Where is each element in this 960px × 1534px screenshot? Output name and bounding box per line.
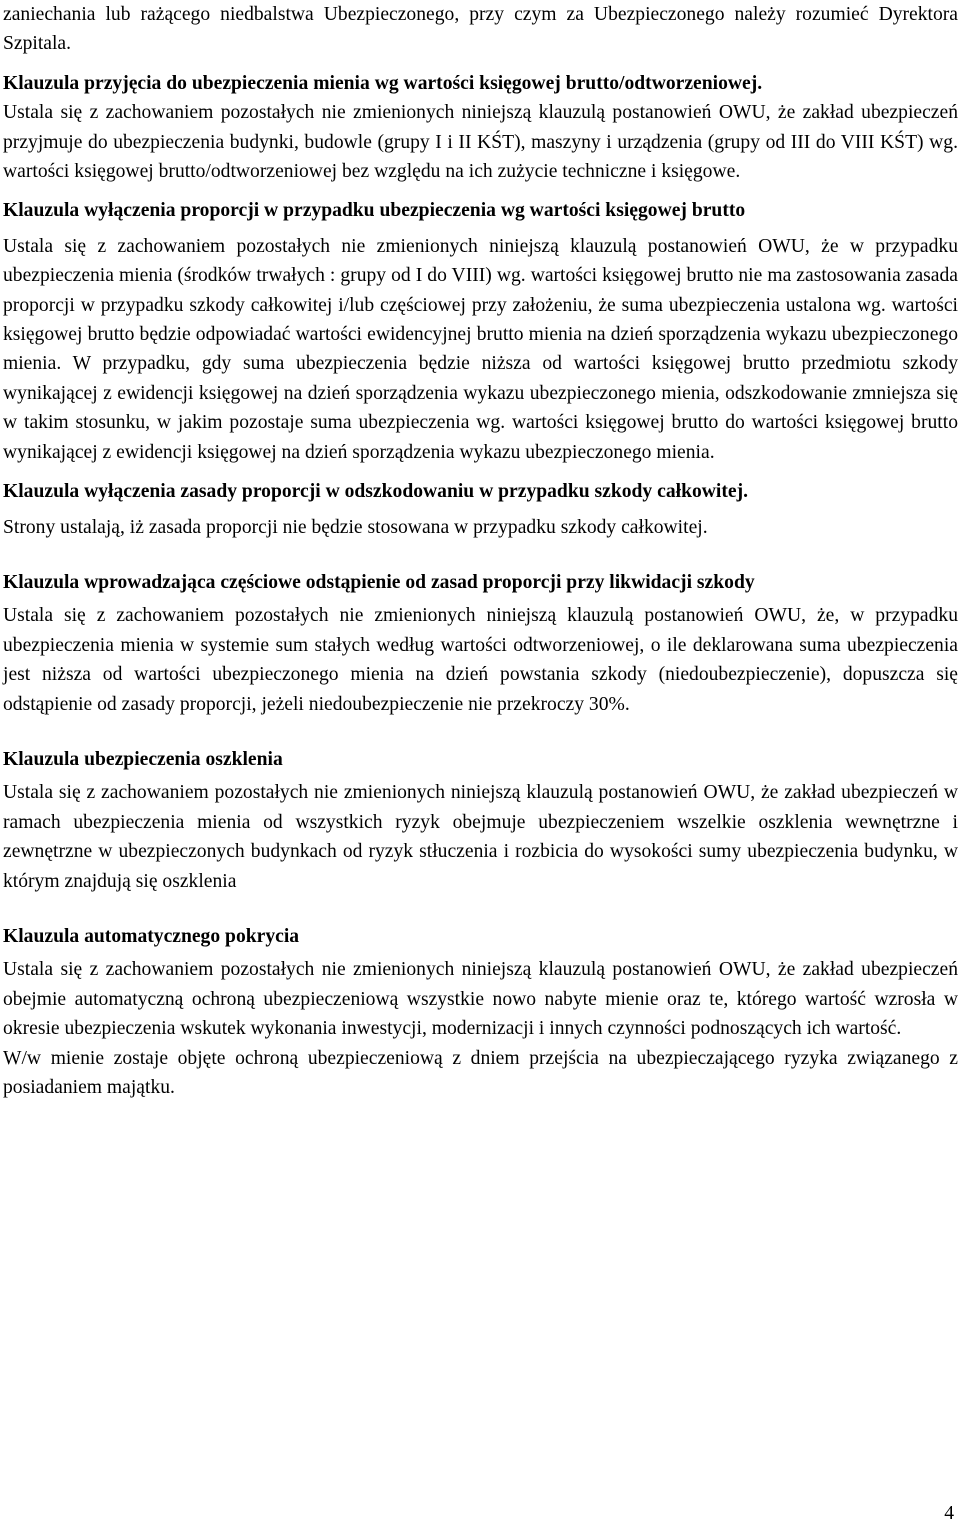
clause-paragraph: Strony ustalają, iż zasada proporcji nie będzie stosowana w przypadku szkody całkowitej. [3, 516, 708, 538]
clause-heading: Klauzula przyjęcia do ubezpieczenia mienia wg wartości księgowej brutto/odtworzeniowej. [3, 72, 763, 94]
clause-heading: Klauzula wprowadzająca częściowe odstąpienie od zasad proporcji przy likwidacji szkody [3, 571, 755, 593]
clause-heading: Klauzula automatycznego pokrycia [3, 925, 300, 947]
clause-section-6 [3, 922, 958, 1102]
clause-section-5 [3, 745, 958, 896]
document-content [3, 0, 958, 1102]
clause-paragraph: Ustala się z zachowaniem pozostałych nie zmienionych niniejszą klauzulą postanowień OWU, że, w przypadku ubezpieczenia mienia w systemie sum stałych według wartości odtworzeniowej, o ile deklarowana suma ubezpieczenia jest niższa od wartości ubezpieczonego mienia na dzień powstania szkody (niedoubezpieczenie), dopuszcza się odstąpienie od zasady proporcji, jeżeli niedoubezpieczenie nie przekroczy 30%. [3, 605, 958, 715]
clause-paragraph: Ustala się z zachowaniem pozostałych nie zmienionych niniejszą klauzulą postanowień OWU, że zakład ubezpieczeń w ramach ubezpieczenia mienia od wszystkich ryzyk obejmuje ubezpieczeniem wszelkie oszklenia wewnętrzne i zewnętrzne w ubezpieczonych budynkach od ryzyk stłuczenia i rozbicia do wysokości sumy ubezpieczenia budynku, w którym znajdują się oszklenia [3, 782, 958, 892]
clause-paragraph: W/w mienie zostaje objęte ochroną ubezpieczeniową z dniem przejścia na ubezpieczającego ryzyka związanego z posiadaniem majątku. [3, 1047, 958, 1098]
clause-paragraph: Ustala się z zachowaniem pozostałych nie zmienionych niniejszą klauzulą postanowień OWU, że w przypadku ubezpieczenia mienia (środków trwałych : grupy od I do VIII) wg. wartości księgowej brutto nie ma zastosowania zasada proporcji w przypadku szkody całkowitej i/lub częściowej przy założeniu, że suma ubezpieczenia ustalona wg. wartości księgowej brutto będzie odpowiadać wartości ewidencyjnej brutto mienia na dzień sporządzenia wykazu ubezpieczonego mienia. W przypadku, gdy suma ubezpieczenia będzie niższa od wartości księgowej brutto przedmiotu szkody wynikającej z ewidencji księgowej na dzień sporządzenia wykazu ubezpieczonego mienia, odszkodowanie zmniejsza się w takim stosunku, w jakim pozostaje suma ubezpieczenia wg. wartości księgowej brutto do wartości księgowej brutto wynikającej z ewidencji księgowej na dzień sporządzenia wykazu ubezpieczonego mienia. [3, 235, 958, 463]
clause-paragraph: Ustala się z zachowaniem pozostałych nie zmienionych niniejszą klauzulą postanowień OWU, że zakład ubezpieczeń obejmie automatyczną ochroną ubezpieczeniową wszystkie nowo nabyte mienie oraz te, którego wartość wzrosła w okresie ubezpieczenia wskutek wykonania inwestycji, modernizacji i innych czynności podnoszących ich wartość. [3, 959, 958, 1040]
clause-section-2 [3, 196, 958, 467]
clause-heading: Klauzula wyłączenia proporcji w przypadku ubezpieczenia wg wartości księgowej brutto [3, 200, 746, 222]
clause-section-1 [3, 69, 958, 187]
clause-paragraph: Ustala się z zachowaniem pozostałych nie zmienionych niniejszą klauzulą postanowień OWU, że zakład ubezpieczeń przyjmuje do ubezpieczenia budynki, budowle (grupy I i II KŚT), maszyny i urządzenia (grupy od III do VIII KŚT) wg. wartości księgowej brutto/odtworzeniowej bez względu na ich zużycie techniczne i księgowe. [3, 102, 958, 183]
page-number: 4 [944, 1503, 954, 1524]
clause-section-4 [3, 568, 958, 719]
clause-heading: Klauzula wyłączenia zasady proporcji w odszkodowaniu w przypadku szkody całkowitej. [3, 481, 749, 503]
clause-heading: Klauzula ubezpieczenia oszklenia [3, 748, 283, 770]
intro-paragraph: zaniechania lub rażącego niedbalstwa Ubezpieczonego, przy czym za Ubezpieczonego należy rozumieć Dyrektora Szpitala. [3, 4, 958, 55]
clause-section-3 [3, 477, 958, 542]
